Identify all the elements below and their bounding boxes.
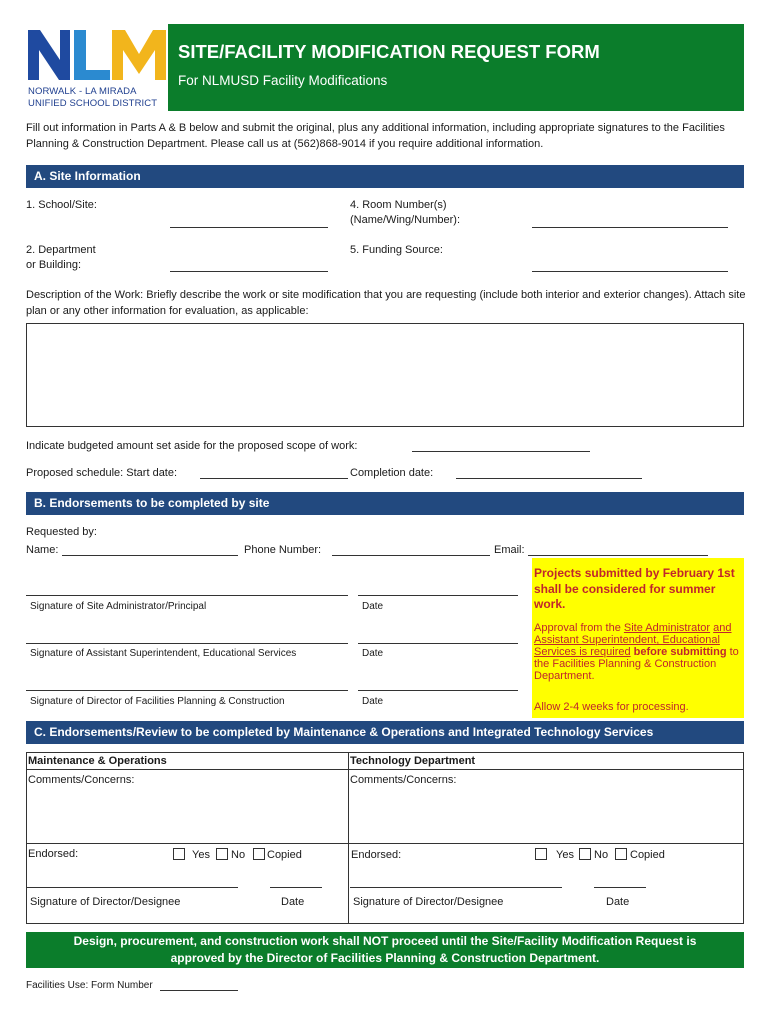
mo-date-field[interactable] — [270, 887, 322, 888]
funding-field[interactable] — [532, 271, 728, 272]
mo-date-label: Date — [281, 896, 305, 908]
notice-post: to the Facilities Planning & Construction Department. — [534, 646, 739, 682]
mo-yes-checkbox[interactable] — [173, 848, 185, 860]
description-label: Description of the Work: Briefly describe the work or site modification that you are requesting (include both interior and exterior changes). Attach site plan or any other information for evaluation, as applicable: — [26, 289, 746, 317]
form-header — [168, 24, 744, 111]
sig-admin-date-field[interactable] — [358, 595, 518, 596]
sig-asst-super-field[interactable] — [26, 643, 348, 644]
approval-warning-banner — [26, 932, 744, 968]
school-site-field[interactable] — [170, 227, 328, 228]
tech-copied-checkbox[interactable] — [615, 848, 627, 860]
notice-bold: before submitting — [633, 646, 727, 658]
sig-director-label: Signature of Director of Facilities Planning & Construction — [30, 696, 285, 707]
notice-link-asst-super: Assistant Superintendent, Educational Services is required — [534, 634, 720, 658]
section-c-header: C. Endorsements/Review to be completed by Maintenance & Operations and Integrated Technology Services — [26, 721, 744, 744]
completion-date-label: Completion date: — [350, 467, 434, 479]
school-site-label: 1. School/Site: — [26, 199, 97, 211]
mo-yes-label: Yes — [192, 849, 210, 861]
sig-admin-field[interactable] — [26, 595, 348, 596]
room-number-label: 4. Room Number(s) — [350, 199, 447, 211]
phone-field[interactable] — [332, 555, 490, 556]
notice-and: and — [713, 622, 732, 634]
sig-admin-date-label: Date — [362, 601, 384, 612]
tech-comments-field[interactable] — [350, 787, 742, 842]
tech-signature-field[interactable] — [350, 887, 562, 888]
requested-by-label: Requested by: — [26, 526, 97, 538]
submission-notice — [532, 558, 744, 718]
tech-date-field[interactable] — [594, 887, 646, 888]
sig-asst-super-date-label: Date — [362, 648, 384, 659]
room-number-field[interactable] — [532, 227, 728, 228]
form-title: SITE/FACILITY MODIFICATION REQUEST FORM — [178, 41, 600, 62]
mo-copied-label: Copied — [267, 849, 302, 861]
sig-admin-label: Signature of Site Administrator/Principal — [30, 601, 207, 612]
district-logo — [26, 24, 168, 114]
section-b-header: B. Endorsements to be completed by site — [26, 492, 744, 515]
room-number-label-2: (Name/Wing/Number): — [350, 214, 461, 226]
description-textarea[interactable] — [26, 323, 744, 427]
department-field[interactable] — [170, 271, 328, 272]
notice-pre: Approval from the — [534, 622, 621, 634]
email-field[interactable] — [528, 555, 708, 556]
form-number-field[interactable] — [160, 990, 238, 991]
sig-director-date-field[interactable] — [358, 690, 518, 691]
mo-copied-checkbox[interactable] — [253, 848, 265, 860]
tech-yes-checkbox[interactable] — [535, 848, 547, 860]
tech-endorsed-label: Endorsed: — [351, 849, 402, 861]
intro-text: Fill out information in Parts A & B below and submit the original, plus any additional information, including appropriate signatures to the Facilities Planning & Construction Department. Please call us at (562)868-9014 if you require additional information. — [26, 122, 725, 150]
mo-no-checkbox[interactable] — [216, 848, 228, 860]
funding-label: 5. Funding Source: — [350, 244, 443, 256]
warning-line-1: Design, procurement, and construction work shall NOT proceed until the Site/Facility Modification Request is — [73, 934, 697, 948]
budget-label: Indicate budgeted amount set aside for the proposed scope of work: — [26, 440, 358, 452]
review-table-head-line — [26, 769, 744, 770]
mo-endorsed-label: Endorsed: — [28, 848, 79, 860]
warning-line-2: approved by the Director of Facilities Planning & Construction Department. — [170, 951, 600, 965]
mo-comments-field[interactable] — [27, 787, 347, 842]
tech-no-checkbox[interactable] — [579, 848, 591, 860]
tech-header: Technology Department — [350, 755, 476, 767]
mo-signature-label: Signature of Director/Designee — [30, 896, 181, 908]
tech-yes-label: Yes — [556, 849, 574, 861]
form-subtitle: For NLMUSD Facility Modifications — [178, 73, 388, 88]
name-label: Name: — [26, 544, 59, 556]
facilities-use-label: Facilities Use: Form Number — [26, 980, 153, 991]
phone-label: Phone Number: — [244, 544, 322, 556]
mo-no-label: No — [231, 849, 246, 861]
sig-director-date-label: Date — [362, 696, 384, 707]
mo-comments-label: Comments/Concerns: — [28, 774, 135, 786]
tech-comments-label: Comments/Concerns: — [350, 774, 457, 786]
completion-date-field[interactable] — [456, 478, 642, 479]
department-label-2: or Building: — [26, 259, 82, 271]
nlm-logo-icon — [26, 24, 168, 86]
notice-processing: Allow 2-4 weeks for processing. — [534, 701, 689, 713]
sig-asst-super-date-field[interactable] — [358, 643, 518, 644]
section-a-header: A. Site Information — [26, 165, 744, 188]
start-date-field[interactable] — [200, 478, 348, 479]
tech-copied-label: Copied — [630, 849, 665, 861]
notice-body — [534, 622, 740, 682]
sig-asst-super-label: Signature of Assistant Superintendent, Educational Services — [30, 648, 297, 659]
department-label: 2. Department — [26, 244, 96, 256]
notice-title: Projects submitted by February 1st shall be considered for summer work. — [534, 566, 735, 611]
email-label: Email: — [494, 544, 525, 556]
notice-link-site-admin: Site Administrator — [623, 622, 711, 634]
logo-line-2: UNIFIED SCHOOL DISTRICT — [28, 98, 158, 109]
review-table-endorse-line — [26, 843, 744, 844]
name-field[interactable] — [62, 555, 238, 556]
tech-date-label: Date — [606, 896, 630, 908]
review-table-divider — [348, 752, 349, 924]
tech-no-label: No — [594, 849, 609, 861]
mo-signature-field[interactable] — [26, 887, 238, 888]
start-date-label: Proposed schedule: Start date: — [26, 467, 178, 479]
mo-header: Maintenance & Operations — [28, 755, 167, 767]
sig-director-field[interactable] — [26, 690, 348, 691]
budget-field[interactable] — [412, 451, 590, 452]
tech-signature-label: Signature of Director/Designee — [353, 896, 504, 908]
logo-line-1: NORWALK - LA MIRADA — [28, 86, 137, 97]
